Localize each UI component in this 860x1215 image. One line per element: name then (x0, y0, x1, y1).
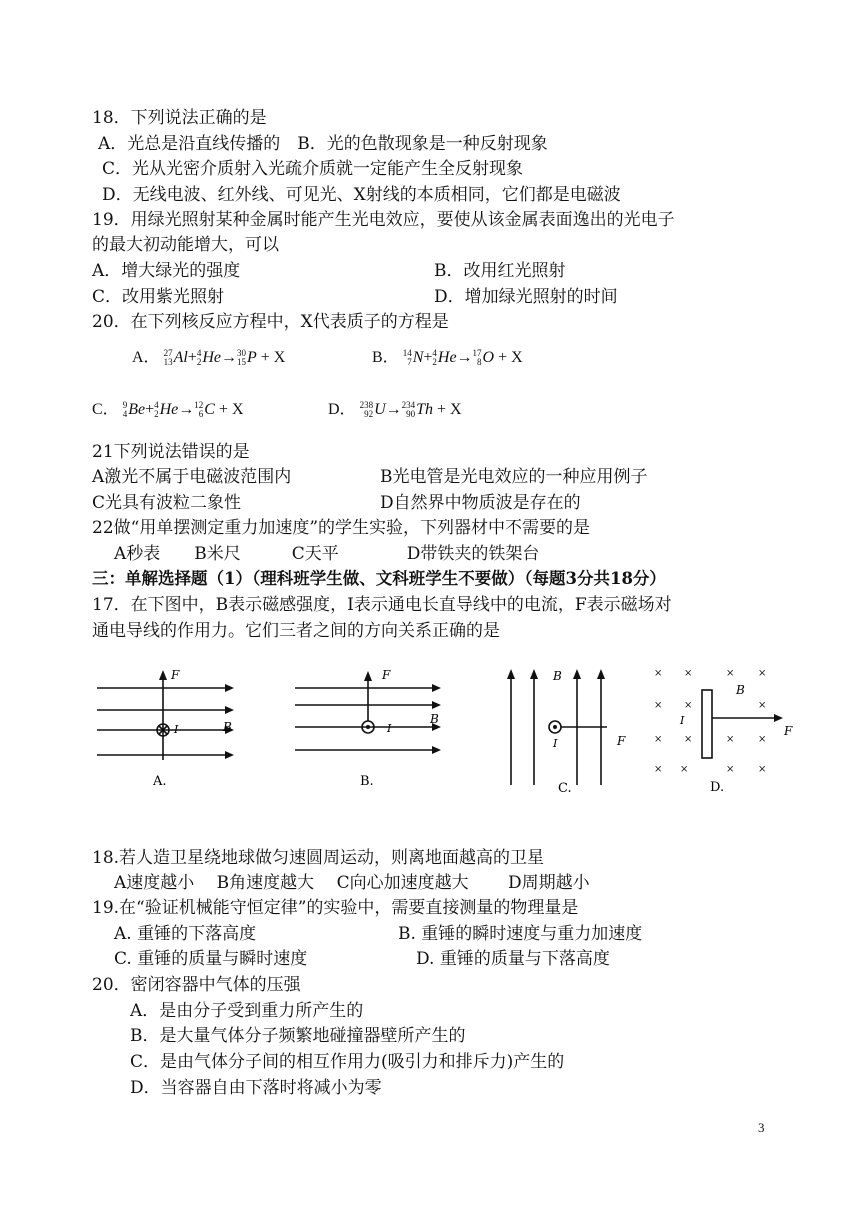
s20-stem: 20．密闭容器中气体的压强 (92, 975, 301, 995)
figure-d-caption: D. (710, 780, 725, 795)
svg-text:×: × (758, 734, 767, 745)
nuclide-number: 27 13 (163, 348, 173, 368)
section-3-heading: 三：单解选择题（1）（理科班学生做、文科班学生不要做）（每题3分共18分） (92, 569, 666, 588)
svg-text:×: × (654, 764, 663, 775)
svg-text:×: × (758, 700, 767, 711)
svg-text:I: I (387, 722, 392, 735)
q22-options: A秒表 B米尺 C天平 D带铁夹的铁架台 (114, 544, 540, 564)
q21-option-d: D自然界中物质波是存在的 (380, 493, 581, 513)
field-label: B (223, 720, 232, 734)
equation-a: A． 27 13 Al+ 4 2 He→ 30 15 P + X (132, 348, 286, 368)
svg-text:×: × (654, 734, 663, 745)
q21-stem: 21下列说法错误的是 (92, 442, 250, 462)
s17-stem-2: 通电导线的作用力。它们三者之间的方向关系正确的是 (92, 621, 500, 641)
svg-text:×: × (758, 764, 767, 775)
s19-option-d: D. 重锤的质量与下落高度 (416, 949, 610, 969)
svg-text:×: × (654, 668, 663, 679)
equation-c: C． 9 4 Be+ 4 2 He→ 12 6 C + X (92, 400, 244, 420)
s19-option-b: B. 重锤的瞬时速度与重力加速度 (398, 924, 643, 944)
svg-text:F: F (382, 668, 391, 682)
q19-option-c: C．改用紫光照射 (92, 287, 225, 307)
svg-text:I: I (680, 714, 685, 727)
figure-a (95, 665, 245, 795)
svg-text:×: × (726, 764, 735, 775)
svg-text:×: × (684, 668, 693, 679)
s19-option-c: C. 重锤的质量与瞬时速度 (114, 949, 308, 969)
q19-option-a: A．增大绿光的强度 (92, 261, 241, 281)
equation-d-label: D． (328, 401, 356, 418)
field-crosses (654, 668, 766, 775)
q21-option-a: A激光不属于电磁波范围内 (92, 467, 292, 487)
s18-stem: 18.若人造卫星绕地球做匀速圆周运动，则离地面越高的卫星 (92, 848, 545, 868)
force-label: F (171, 668, 180, 682)
s19-option-a: A. 重锤的下落高度 (114, 924, 257, 944)
svg-text:×: × (726, 668, 735, 679)
page-number: 3 (758, 1120, 765, 1135)
s20-option-d: D．当容器自由下落时将减小为零 (130, 1078, 382, 1098)
figure-a-caption: A. (153, 774, 167, 789)
q19-stem-2: 的最大初动能增大，可以 (92, 235, 279, 255)
q18-stem: 18．下列说法正确的是 (92, 108, 267, 128)
equation-c-label: C． (92, 401, 119, 418)
q21-option-c: C光具有波粒二象性 (92, 493, 242, 513)
svg-text:F: F (617, 734, 626, 748)
q18-option-c: C．光从光密介质射入光疏介质就一定能产生全反射现象 (102, 159, 524, 179)
svg-text:B: B (736, 683, 745, 697)
equation-a-label: A． (132, 349, 160, 366)
q19-stem-1: 19．用绿光照射某种金属时能产生光电效应，要使从该金属表面逸出的光电子 (92, 210, 675, 230)
q19-option-d: D．增加绿光照射的时间 (434, 287, 618, 307)
equation-b-label: B． (372, 349, 399, 366)
svg-text:×: × (758, 668, 767, 679)
s19-stem: 19.在“验证机械能守恒定律”的实验中，需要直接测量的物理量是 (92, 898, 579, 918)
q21-option-b: B光电管是光电效应的一种应用例子 (380, 467, 648, 487)
equation-d: D． 238 92 U→ 234 90 Th + X (328, 400, 462, 420)
q18-options-ab: A．光总是沿直线传播的 B．光的色散现象是一种反射现象 (98, 134, 548, 154)
svg-text:×: × (726, 734, 735, 745)
figure-b (290, 665, 450, 795)
s18-options: A速度越小 B角速度越大 C向心加速度越大 D周期越小 (114, 873, 590, 893)
svg-text:B: B (553, 669, 562, 683)
s20-option-c: C．是由气体分子间的相互作用力(吸引力和排斥力)产生的 (130, 1052, 565, 1072)
equation-b: B． 14 7 N+ 4 2 He→ 17 8 O + X (372, 348, 523, 368)
svg-text:B: B (430, 712, 439, 726)
svg-text:I: I (553, 737, 558, 750)
svg-text:×: × (684, 700, 693, 711)
svg-text:×: × (680, 764, 689, 775)
s17-stem-1: 17．在下图中，B表示磁感强度，I表示通电长直导线中的电流，F表示磁场对 (92, 595, 672, 615)
figure-b-caption: B. (360, 774, 374, 789)
q22-stem: 22做“用单摆测定重力加速度”的学生实验，下列器材中不需要的是 (92, 518, 591, 538)
figure-c-caption: C. (558, 781, 572, 796)
svg-text:F: F (784, 724, 793, 738)
figure-c (495, 665, 640, 800)
svg-text:×: × (654, 700, 663, 711)
svg-text:×: × (684, 734, 693, 745)
s20-option-b: B．是大量气体分子频繁地碰撞器壁所产生的 (130, 1026, 466, 1046)
q20-stem: 20．在下列核反应方程中，X代表质子的方程是 (92, 312, 449, 332)
q18-option-d: D．无线电波、红外线、可见光、X射线的本质相同，它们都是电磁波 (102, 185, 621, 205)
q19-option-b: B．改用红光照射 (434, 261, 566, 281)
figure-d (650, 660, 795, 795)
current-label: I (174, 723, 179, 736)
s20-option-a: A．是由分子受到重力所产生的 (130, 1001, 364, 1021)
